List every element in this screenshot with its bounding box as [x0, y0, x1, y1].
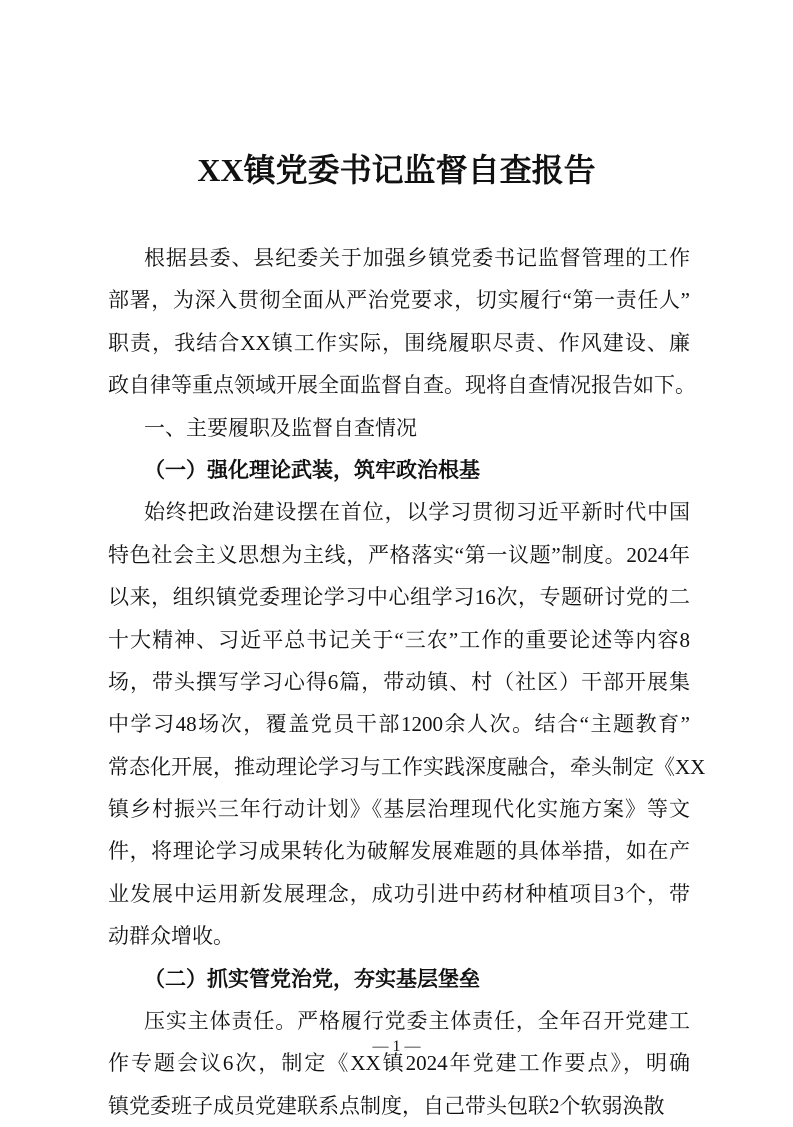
text-line: 业发展中运用新发展理念，成功引进中药材种植项目3个，带 — [108, 881, 690, 906]
text-line: 作专题会议6次，制定《XX镇2024年党建工作要点》，明确 — [108, 1051, 690, 1076]
paragraph — [108, 1000, 690, 1127]
paragraph — [108, 237, 696, 407]
page-number: — 1 — — [372, 1038, 421, 1055]
text-line: 镇党委班子成员党建联系点制度，自己带头包联2个软弱涣散 — [108, 1093, 665, 1118]
text-line: 压实主体责任。严格履行党委主体责任，全年召开党建工 — [144, 1009, 690, 1034]
text-line: 件，将理论学习成果转化为破解发展难题的具体举措，如在产 — [108, 839, 690, 864]
text-line: 部署，为深入贯彻全面从严治党要求，切实履行“第一责任人” — [108, 288, 690, 313]
text-line: 中学习48场次，覆盖党员干部1200余人次。结合“主题教育” — [108, 712, 690, 737]
text-line: （二）抓实管党治党，夯实基层堡垒 — [144, 966, 480, 991]
paragraph — [108, 491, 706, 957]
text-line: 以来，组织镇党委理论学习中心组学习16次，专题研讨党的二 — [108, 585, 690, 610]
section-heading — [108, 407, 690, 449]
text-line: 场，带头撰写学习心得6篇，带动镇、村（社区）干部开展集 — [108, 669, 690, 694]
text-line: 镇乡村振兴三年行动计划》《基层治理现代化实施方案》等文 — [108, 797, 690, 822]
document-title: XX镇党委书记监督自查报告 — [197, 152, 596, 188]
text-line: 政自律等重点领域开展全面监督自查。现将自查情况报告如下。 — [108, 373, 696, 398]
text-line: 十大精神、习近平总书记关于“三农”工作的重要论述等内容8 — [108, 627, 690, 652]
text-line: 一、主要履职及监督自查情况 — [144, 415, 417, 440]
text-line: 始终把政治建设摆在首位，以学习贯彻习近平新时代中国 — [144, 500, 690, 525]
document-body — [108, 237, 706, 1127]
text-line: （一）强化理论武装，筑牢政治根基 — [144, 457, 480, 482]
text-line: 根据县委、县纪委关于加强乡镇党委书记监督管理的工作 — [144, 246, 690, 270]
subsection-heading — [108, 958, 690, 1000]
subsection-heading — [108, 449, 690, 491]
text-line: 常态化开展，推动理论学习与工作实践深度融合，牵头制定《XX — [108, 754, 706, 779]
text-line: 职责，我结合XX镇工作实际，围绕履职尽责、作风建设、廉 — [108, 330, 690, 355]
text-line: 特色社会主义思想为主线，严格落实“第一议题”制度。2024年 — [108, 542, 690, 567]
text-line: 动群众增收。 — [108, 924, 234, 949]
